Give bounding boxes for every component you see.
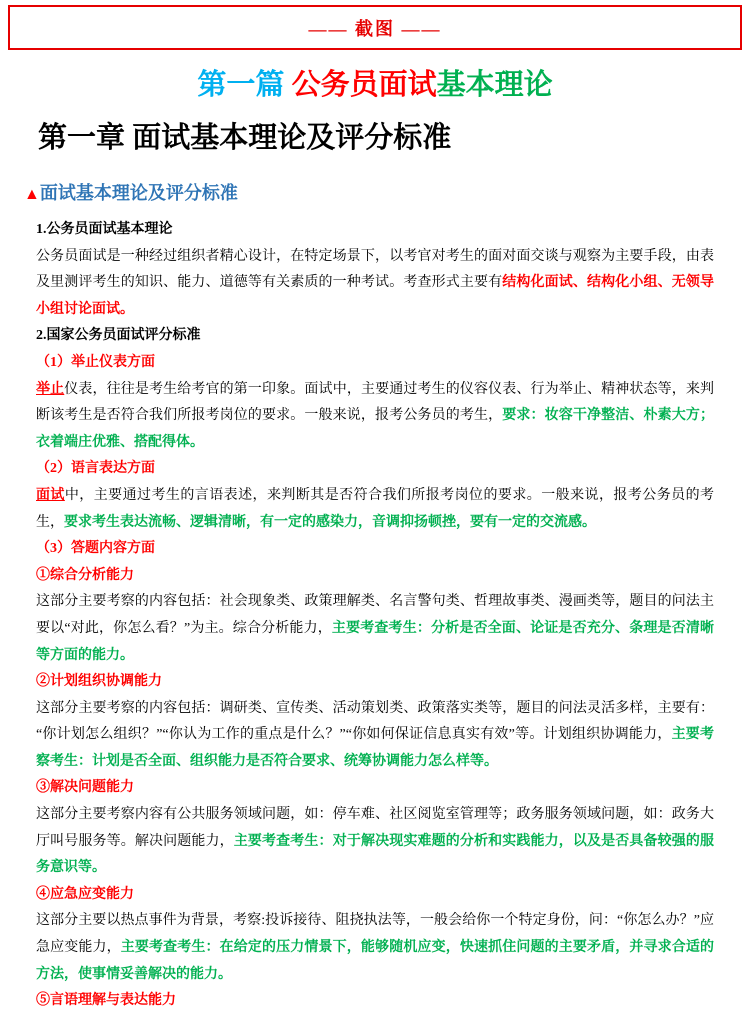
text-run: ①综合分析能力 [36, 567, 134, 583]
text-run: 1.公务员面试基本理论 [36, 222, 173, 237]
text-run: 面试 [36, 487, 65, 503]
ability-heading-5 [36, 988, 714, 1015]
text-run: （3）答题内容方面 [36, 541, 155, 557]
chapter-heading: 第一章 面试基本理论及评分标准 [38, 122, 452, 154]
ability-heading-4 [36, 882, 714, 909]
text-run: 仪表，往往是考生给考官的第一印象。面试中，主要通过考生的仪容仪表、行为举止、精神状态等，来判断该考生是否符合我们所报考岗位的要求。一般来说，报考公务员的考生， [36, 381, 715, 424]
title-part-volume: 第一篇 [197, 69, 285, 101]
ability-heading-2 [36, 669, 714, 696]
ability-heading-3 [36, 775, 714, 802]
text-run: 要求：妆容干净整洁、朴素大方；衣着端庄优雅、搭配得体。 [36, 408, 715, 450]
text-run: 举止 [36, 381, 65, 397]
ability-heading-1 [36, 563, 714, 590]
paragraph-organization [36, 696, 714, 776]
section-heading-text: 面试基本理论及评分标准 [39, 183, 238, 203]
screenshot-banner-box [8, 5, 742, 50]
text-run: 中，主要通过考生的言语表述，来判断其是否符合我们所报考岗位的要求。一般来说，报考公务员的考生， [36, 487, 715, 530]
content [36, 217, 714, 1015]
title-part-topic: 基本理论 [436, 69, 553, 101]
text-run: 主要考查考生：在给定的压力情景下，能够随机应变，快速抓住问题的主要矛盾，并寻求合适的方法，使事情妥善解决的能力。 [36, 940, 714, 982]
paragraph-interview-theory [36, 244, 714, 324]
item-heading-2 [36, 323, 714, 350]
text-run: 主要考察考生：计划是否全面、组织能力是否符合要求、统筹协调能力怎么样等。 [36, 727, 715, 769]
paragraph-analysis [36, 589, 714, 669]
text-run: 这部分主要考察的内容包括：社会现象类、政策理解类、名言警句类、哲理故事类、漫画类等，题目的问法主要以“对此，你怎么看？”为主。综合分析能力， [36, 594, 714, 636]
item-heading-1 [36, 217, 714, 244]
text-run: ②计划组织协调能力 [36, 674, 162, 690]
text-run: 主要考查考生：对于解决现实难题的分析和实践能力，以及是否具备较强的服务意识等。 [36, 833, 715, 876]
document-title [0, 67, 750, 103]
section-heading [24, 182, 750, 206]
text-run: 公务员面试是一种经过组织者精心设计，在特定场景下，以考官对考生的面对面交谈与观察为主要手段，由表及里测评考生的知识、能力、道德等有关素质的一种考试。考查形式主要有 [36, 248, 714, 291]
text-run: 要求考生表达流畅、逻辑清晰，有一定的感染力，音调抑扬顿挫，要有一定的交流感。 [64, 514, 596, 530]
text-run: ④应急应变能力 [36, 886, 134, 902]
paragraph-problem-solving [36, 802, 714, 882]
paragraph-expression [36, 483, 714, 536]
sub-heading-3 [36, 536, 714, 563]
text-run: 主要考查考生：分析是否全面、论证是否充分、条理是否清晰等方面的能力。 [36, 620, 715, 663]
text-run: （2）语言表达方面 [36, 461, 155, 477]
text-run: 2.国家公务员面试评分标准 [36, 328, 201, 344]
sub-heading-2 [36, 456, 714, 483]
text-run: 结构化面试、结构化小组、无领导小组讨论面试。 [36, 275, 715, 317]
banner-label: —— 截图 —— [308, 18, 442, 39]
text-run: ③解决问题能力 [36, 780, 134, 796]
text-run: （1）举止仪表方面 [36, 354, 155, 370]
paragraph-emergency [36, 908, 714, 988]
paragraph-appearance [36, 377, 714, 457]
triangle-marker-icon: ▲ [24, 186, 40, 203]
text-run: 这部分主要以热点事件为背景，考察:投诉接待、阻挠执法等，一般会给你一个特定身份，问：“你怎么办？”应急应变能力， [36, 913, 714, 956]
sub-heading-1 [36, 350, 714, 377]
title-part-subject: 公务员面试 [284, 69, 437, 101]
text-run: 这部分主要考察的内容包括：调研类、宣传类、活动策划类、政策落实类等，题目的问法灵活多样，主要有：“你计划怎么组织？”“你认为工作的重点是什么？”“你如何保证信息真实有效”等。计划组织协调能力， [36, 700, 714, 743]
text-run: ⑤言语理解与表达能力 [36, 993, 176, 1009]
text-run: 这部分主要考察内容有公共服务领域问题，如：停车难、社区阅览室管理等；政务服务领域问题，如：政务大厅叫号服务等。解决问题能力， [36, 807, 714, 849]
